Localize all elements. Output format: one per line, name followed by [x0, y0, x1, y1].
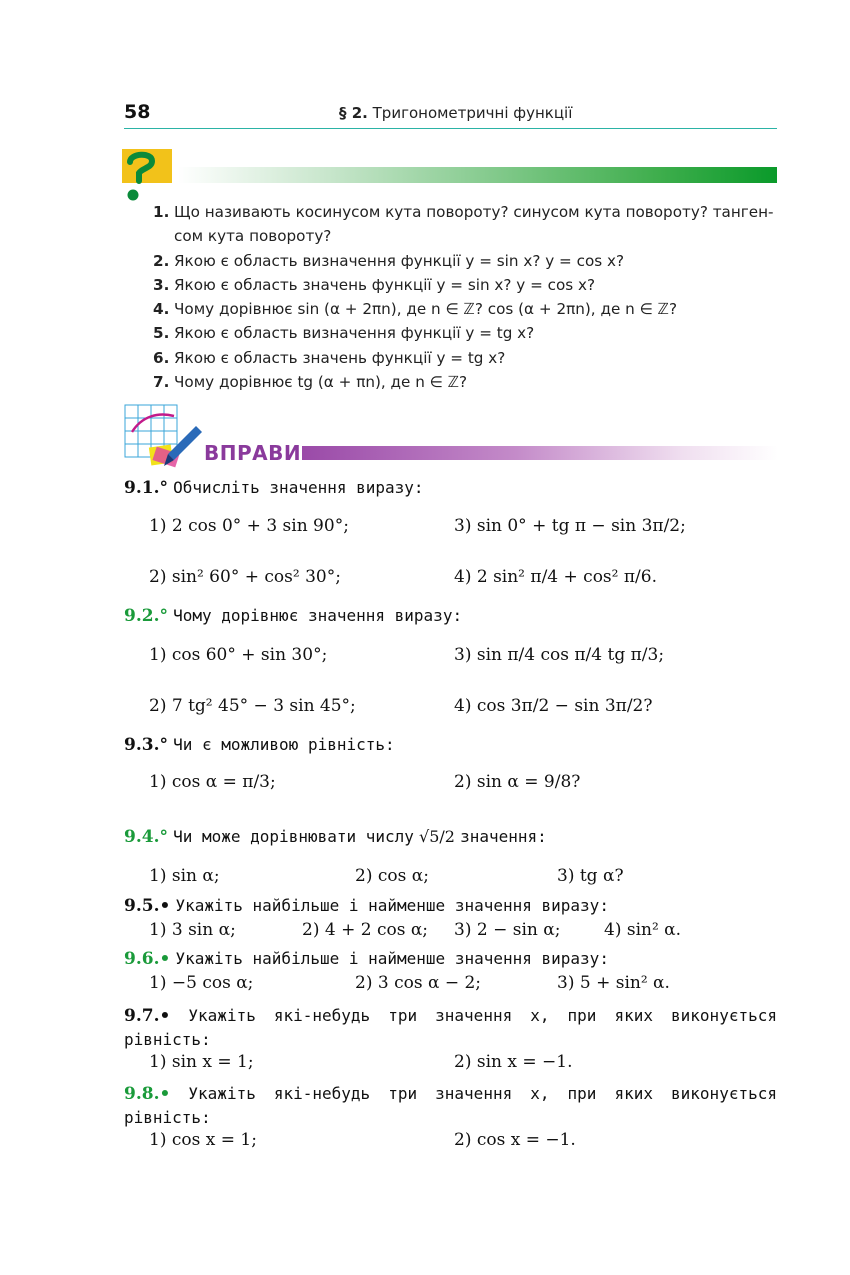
problem-9-8-heading: [124, 1082, 777, 1130]
question-mark-icon: [122, 149, 174, 201]
problem-9-7-item-1: 1) sin x = 1;: [149, 1052, 254, 1072]
problem-9-5-item-2: 2) 4 + 2 cos α;: [302, 920, 429, 940]
problem-9-4-item-2: 2) cos α;: [355, 866, 429, 886]
list-item: 4. Чому дорівнює sin (α + 2πn), де n ∈ ℤ? cos (α + 2πn), де n ∈ ℤ?: [153, 300, 678, 319]
grid-pen-icon: [124, 404, 206, 474]
list-item: 6. Якою є область значень функції y = tg x?: [153, 348, 506, 367]
problem-9-8-item-1: 1) cos x = 1;: [149, 1130, 257, 1150]
problem-9-2-item-2: 2) 7 tg² 45° − 3 sin 45°;: [149, 696, 356, 716]
problem-9-2-item-3: 3) sin π/4 cos π/4 tg π/3;: [454, 645, 665, 665]
running-head: [339, 104, 572, 122]
problem-number: 9.7.•: [124, 1006, 171, 1026]
list-item: 2. Якою є область визначення функції y = sin x? y = cos x?: [153, 251, 625, 270]
problem-9-5-item-4: 4) sin² α.: [604, 920, 682, 940]
list-item: 1. Що називають косинусом кута повороту? синусом кута повороту? танген-сом кута повороту?: [153, 203, 774, 246]
problem-9-4-item-3: 3) tg α?: [557, 866, 624, 886]
problem-9-2-item-1: 1) cos 60° + sin 30°;: [149, 645, 328, 665]
problem-number: 9.2.°: [124, 606, 168, 626]
problem-number: 9.8.•: [124, 1084, 171, 1104]
problem-9-1-item-3: 3) sin 0° + tg π − sin 3π/2;: [454, 516, 686, 536]
problem-text: Обчисліть значення виразу:: [173, 478, 424, 497]
problem-9-2-heading: [124, 606, 462, 626]
problem-text: Чи є можливою рівність:: [173, 735, 395, 754]
problem-9-4-item-1: 1) sin α;: [149, 866, 220, 886]
problem-text: Укажіть найбільше і найменше значення виразу:: [175, 949, 609, 968]
fraction: √5/2: [419, 827, 455, 846]
problem-9-5-heading: [124, 896, 609, 916]
problem-text: Укажіть найбільше і найменше значення виразу:: [175, 896, 609, 915]
problem-number: 9.4.°: [124, 827, 168, 847]
problem-number: 9.3.°: [124, 735, 168, 755]
problem-text: Укажіть які-небудь три значення x, при яких виконується рівність:: [124, 1084, 777, 1127]
problem-9-5-item-3: 3) 2 − sin α;: [454, 920, 561, 940]
section-number: § 2.: [339, 104, 368, 122]
question-bar: [178, 167, 777, 183]
question-list: [153, 200, 778, 394]
problem-9-7-item-2: 2) sin x = −1.: [454, 1052, 573, 1072]
problem-9-1-item-1: 1) 2 cos 0° + 3 sin 90°;: [149, 516, 349, 536]
problem-9-6-item-2: 2) 3 cos α − 2;: [355, 973, 482, 993]
problem-number: 9.6.•: [124, 949, 171, 969]
section-title: Тригонометричні функції: [372, 104, 573, 122]
page-number: 58: [124, 101, 151, 123]
problem-9-8-item-2: 2) cos x = −1.: [454, 1130, 576, 1150]
problem-9-3-item-2: 2) sin α = 9/8?: [454, 772, 581, 792]
problem-9-6-heading: [124, 949, 609, 969]
problem-9-3-heading: [124, 735, 395, 755]
problem-9-4-heading: [124, 827, 547, 847]
problem-9-1-heading: [124, 478, 424, 498]
problem-number: 9.5.•: [124, 896, 171, 916]
problem-9-6-item-3: 3) 5 + sin² α.: [557, 973, 670, 993]
problem-text: Чи може дорівнювати числу: [173, 827, 414, 846]
header-rule: [124, 128, 777, 129]
list-item: 7. Чому дорівнює tg (α + πn), де n ∈ ℤ?: [153, 373, 468, 392]
problem-9-3-item-1: 1) cos α = π/3;: [149, 772, 276, 792]
problem-9-1-item-4: 4) 2 sin² π/4 + cos² π/6.: [454, 567, 657, 587]
problem-9-7-heading: [124, 1004, 777, 1052]
problem-text: Укажіть які-небудь три значення x, при яких виконується рівність:: [124, 1006, 777, 1049]
problem-9-5-item-1: 1) 3 sin α;: [149, 920, 236, 940]
list-item: 3. Якою є область значень функції y = sin x? y = cos x?: [153, 275, 596, 294]
problem-number: 9.1.°: [124, 478, 168, 498]
exercises-title: ВПРАВИ: [204, 441, 302, 465]
problem-9-2-item-4: 4) cos 3π/2 − sin 3π/2?: [454, 696, 653, 716]
problem-text: Чому дорівнює значення виразу:: [173, 606, 463, 625]
problem-9-6-item-1: 1) −5 cos α;: [149, 973, 254, 993]
exercises-bar: [302, 446, 778, 460]
list-item: 5. Якою є область визначення функції y = tg x?: [153, 324, 535, 343]
problem-9-1-item-2: 2) sin² 60° + cos² 30°;: [149, 567, 341, 587]
problem-text-end: значення:: [460, 827, 547, 846]
